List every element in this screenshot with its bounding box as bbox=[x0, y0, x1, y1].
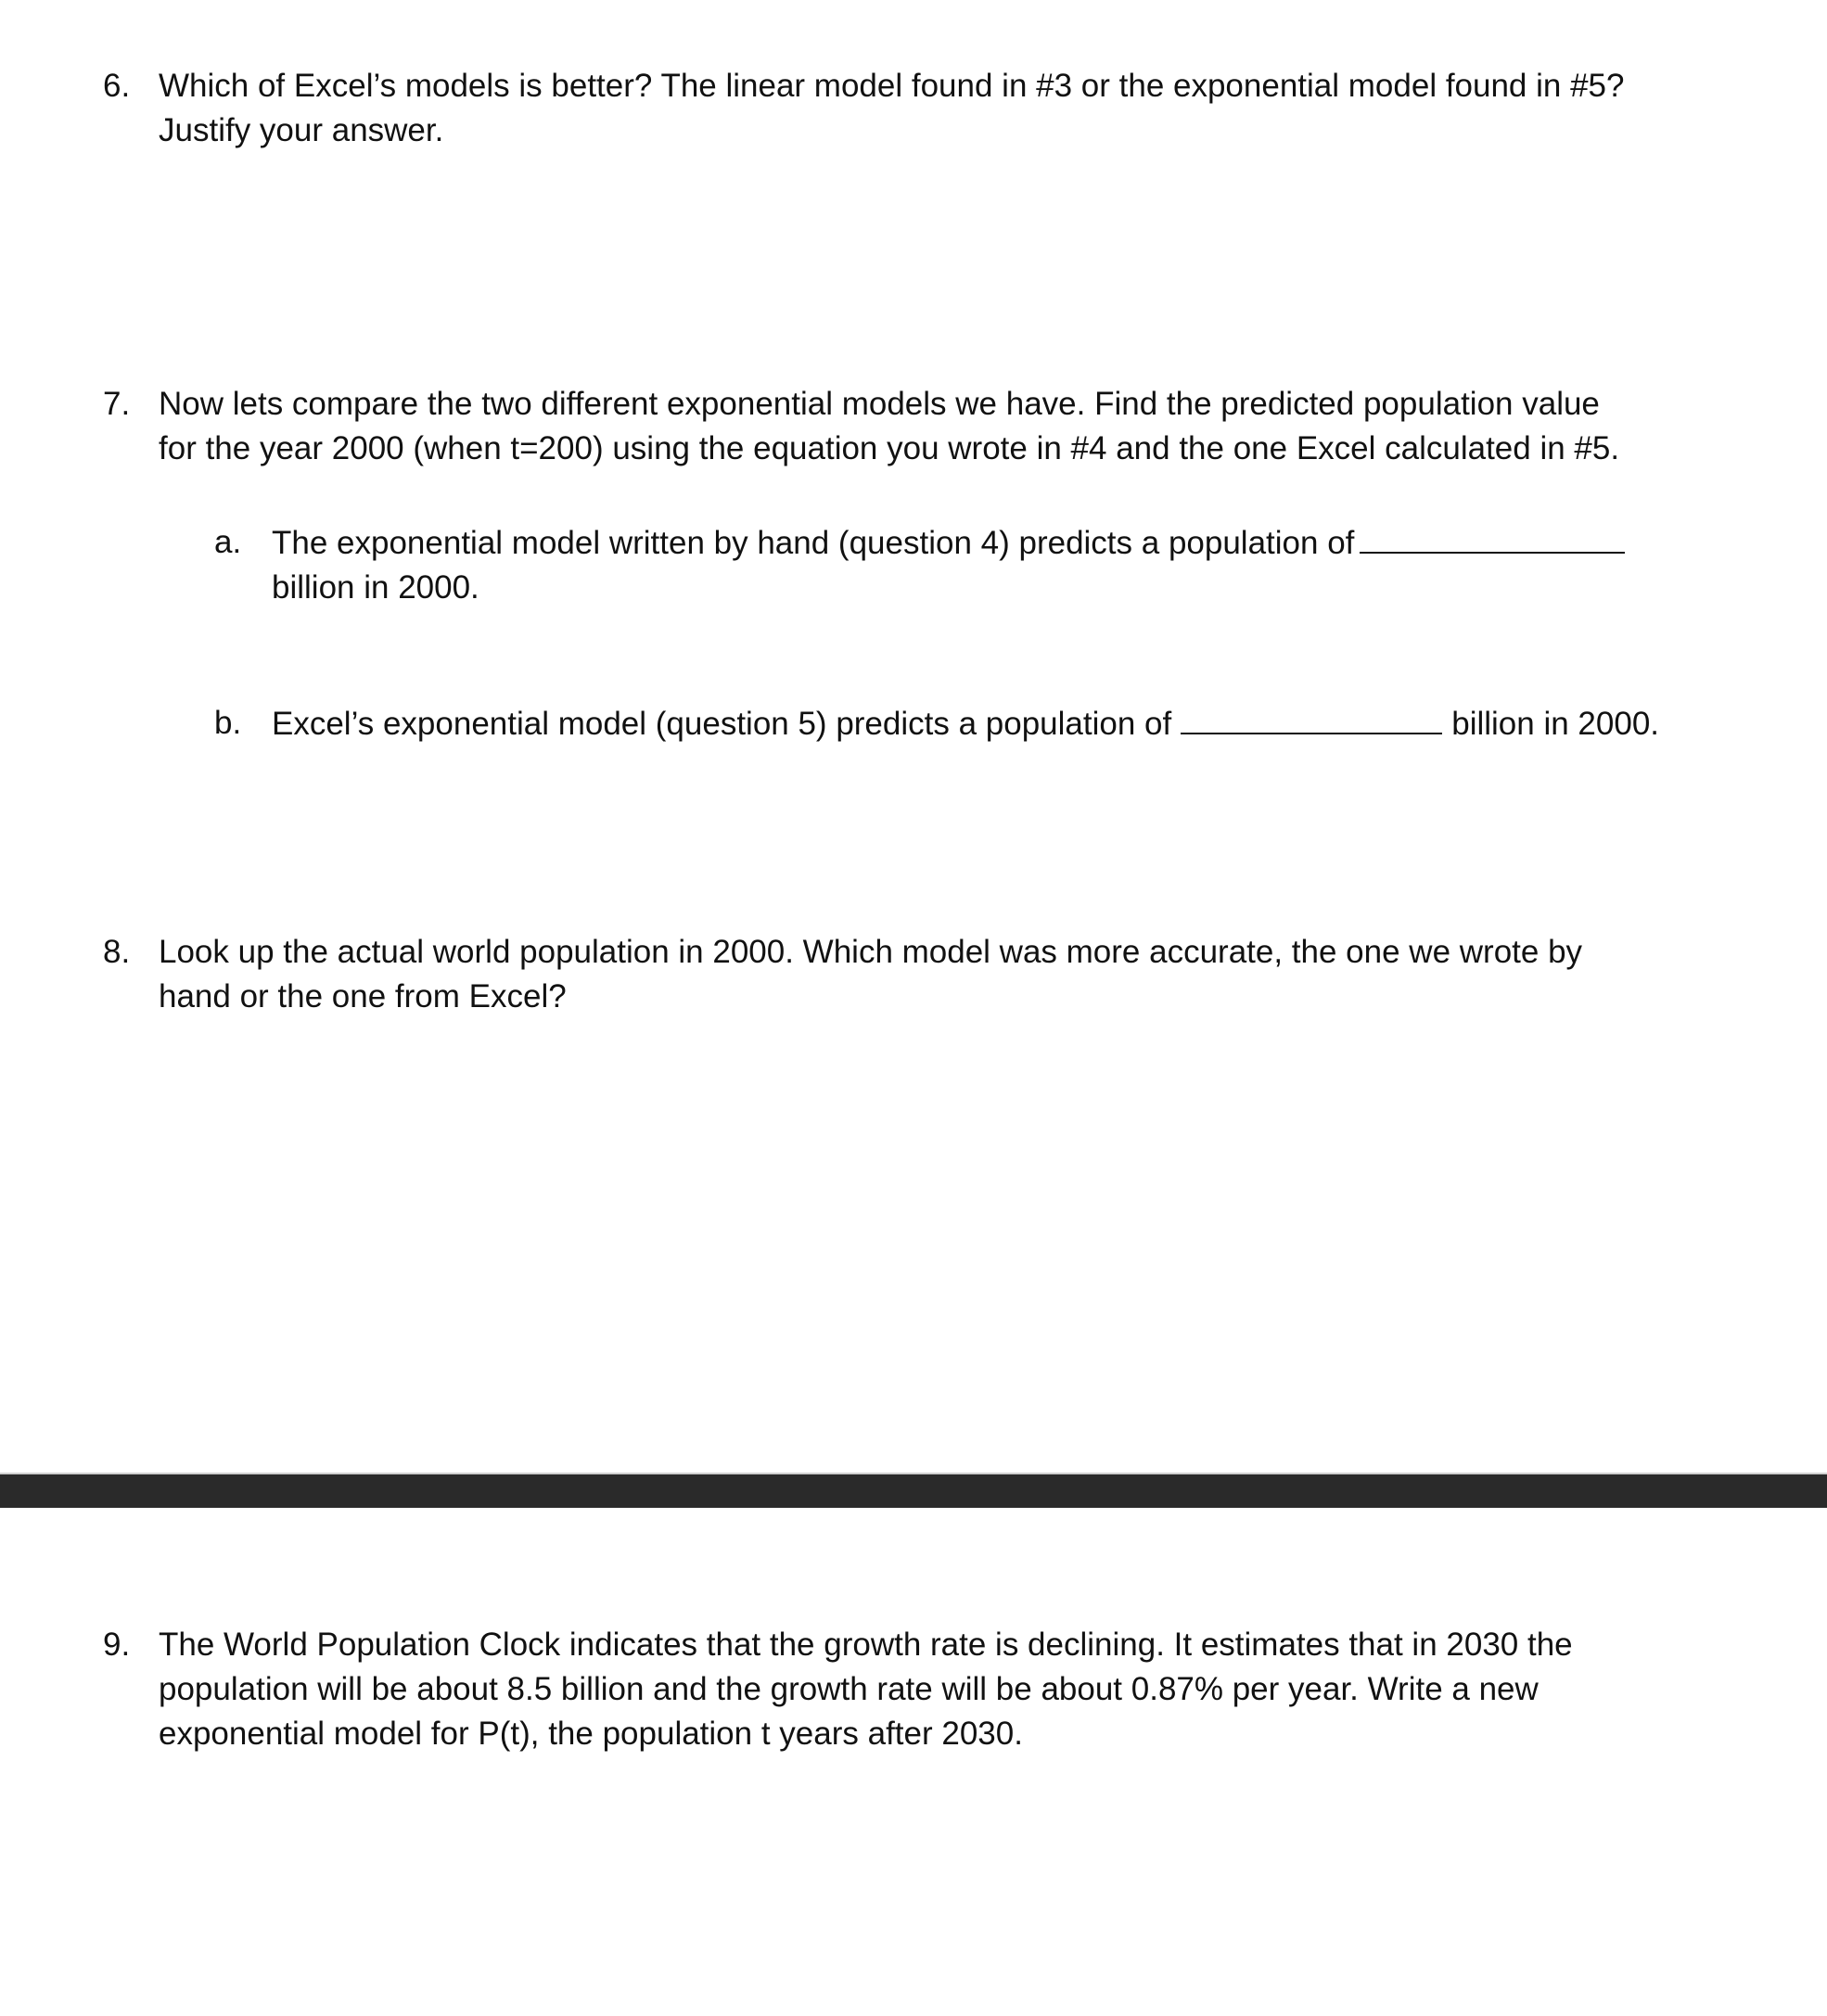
question-7a-line-1 bbox=[272, 520, 1735, 566]
question-8-line-2: hand or the one from Excel? bbox=[159, 978, 567, 1014]
question-8 bbox=[103, 930, 1735, 1019]
question-9-line-1: The World Population Clock indicates that the growth rate is declining. It estimates that in 2030 the bbox=[159, 1627, 1573, 1663]
question-7b-line-1 bbox=[272, 701, 1735, 746]
question-7-number: 7. bbox=[103, 386, 131, 422]
question-6-line-1: Which of Excel’s models is better? The linear model found in #3 or the exponential model found in #5? bbox=[159, 68, 1625, 104]
page-divider bbox=[0, 1473, 1827, 1508]
question-7a bbox=[214, 520, 1735, 610]
question-7a-letter: a. bbox=[214, 524, 242, 560]
question-7-line-2: for the year 2000 (when t=200) using the equation you wrote in #4 and the one Excel calculated in #5. bbox=[159, 430, 1620, 466]
question-6 bbox=[103, 64, 1735, 153]
question-7 bbox=[103, 382, 1735, 471]
question-7a-text: The exponential model written by hand (question 4) predicts a population of bbox=[272, 525, 1355, 561]
question-7b bbox=[214, 701, 1735, 746]
question-7-line-1: Now lets compare the two different exponential models we have. Find the predicted population value bbox=[159, 386, 1600, 422]
question-7b-letter: b. bbox=[214, 705, 242, 741]
question-6-number: 6. bbox=[103, 68, 131, 104]
question-9-line-2: population will be about 8.5 billion and the growth rate will be about 0.87% per year. Write a new bbox=[159, 1671, 1539, 1707]
question-9-line-3: exponential model for P(t), the population t years after 2030. bbox=[159, 1716, 1023, 1752]
question-8-line-1: Look up the actual world population in 2000. Which model was more accurate, the one we wrote by bbox=[159, 934, 1583, 970]
question-8-number: 8. bbox=[103, 934, 131, 970]
question-7b-text: Excel’s exponential model (question 5) predicts a population of bbox=[272, 706, 1172, 742]
question-7b-suffix: billion in 2000. bbox=[1451, 706, 1660, 742]
question-9-number: 9. bbox=[103, 1627, 131, 1663]
answer-blank-7a[interactable] bbox=[1360, 520, 1625, 554]
question-9 bbox=[103, 1623, 1735, 1756]
question-7a-line-2: billion in 2000. bbox=[272, 569, 479, 606]
answer-blank-7b[interactable] bbox=[1181, 701, 1442, 734]
question-6-line-2: Justify your answer. bbox=[159, 112, 444, 148]
